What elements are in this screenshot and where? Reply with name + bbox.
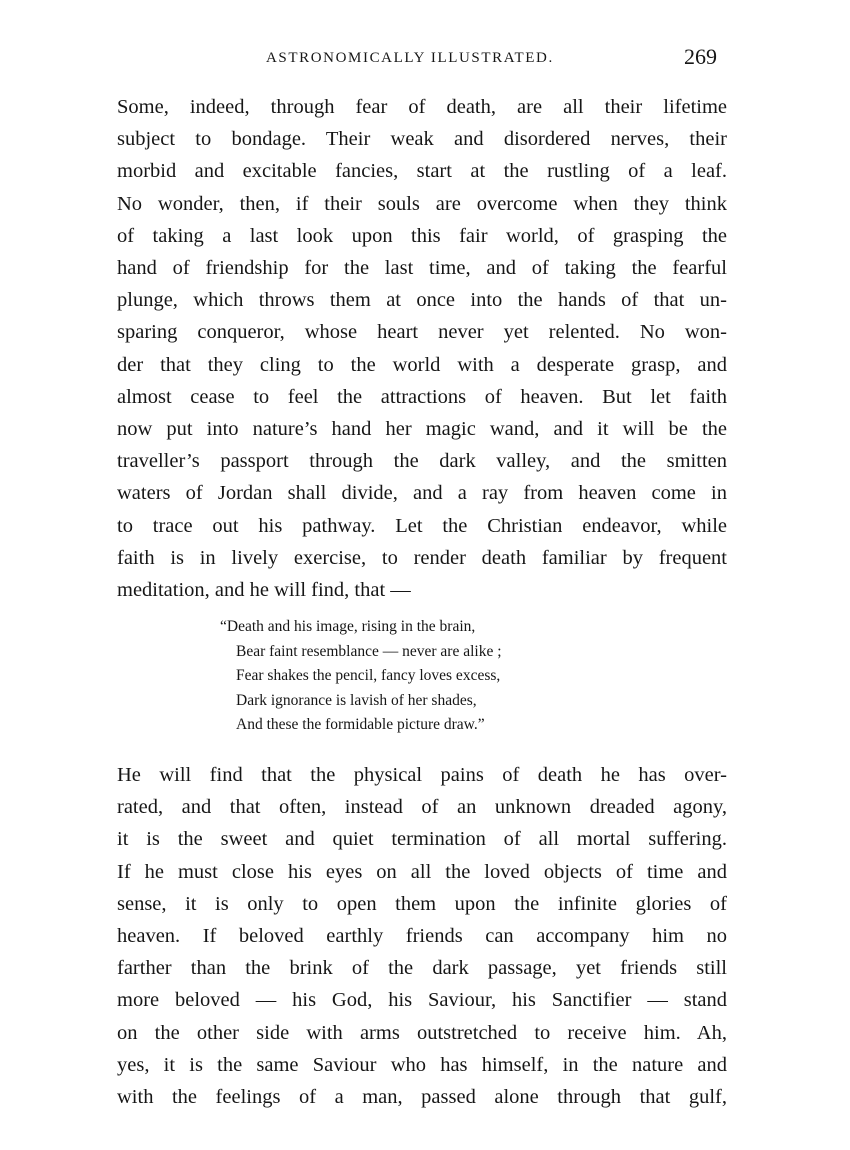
text-line: subject to bondage. Their weak and disordered nerves, their xyxy=(117,128,727,151)
text-line: with the feelings of a man, passed alone through that gulf, xyxy=(117,1086,727,1109)
text-line: more beloved — his God, his Saviour, his Sanctifier — stand xyxy=(117,989,727,1012)
text-line: Some, indeed, through fear of death, are all their lifetime xyxy=(117,96,727,118)
paragraph-2 xyxy=(117,759,727,1113)
text-line: traveller’s passport through the dark valley, and the smitten xyxy=(117,450,727,473)
text-line: to trace out his pathway. Let the Christian endeavor, while xyxy=(117,514,727,537)
page-number: 269 xyxy=(684,44,717,69)
text-line: No wonder, then, if their souls are overcome when they think xyxy=(117,192,727,215)
running-title: ASTRONOMICALLY ILLUSTRATED. xyxy=(266,50,554,66)
text-line: on the other side with arms outstretched to receive him. Ah, xyxy=(117,1021,727,1044)
running-head xyxy=(0,44,850,74)
text-line: farther than the brink of the dark passage, yet friends still xyxy=(117,957,727,980)
text-line: sparing conqueror, whose heart never yet relented. No won- xyxy=(117,321,727,344)
text-line: meditation, and he will find, that — xyxy=(117,579,411,602)
verse-line: “Death and his image, rising in the brain, xyxy=(220,618,476,635)
text-line: sense, it is only to open them upon the infinite glories of xyxy=(117,892,727,915)
text-line: If he must close his eyes on all the loved objects of time and xyxy=(117,860,727,883)
paragraph-1 xyxy=(117,91,727,606)
text-line: faith is in lively exercise, to render death familiar by frequent xyxy=(117,546,727,569)
text-line: heaven. If beloved earthly friends can accompany him no xyxy=(117,925,727,948)
text-line: yes, it is the same Saviour who has himself, in the nature and xyxy=(117,1053,727,1076)
text-line: now put into nature’s hand her magic wand, and it will be the xyxy=(117,418,727,441)
text-line: He will find that the physical pains of death he has over- xyxy=(117,764,727,786)
text-line: almost cease to feel the attractions of heaven. But let faith xyxy=(117,385,727,408)
verse-line: Fear shakes the pencil, fancy loves excess, xyxy=(236,667,501,685)
verse-line: Bear faint resemblance — never are alike ; xyxy=(236,642,502,660)
verse-line: Dark ignorance is lavish of her shades, xyxy=(236,691,477,709)
text-line: der that they cling to the world with a desperate grasp, and xyxy=(117,353,727,376)
text-line: morbid and excitable fancies, start at the rustling of a leaf. xyxy=(117,160,727,183)
text-line: plunge, which throws them at once into the hands of that un- xyxy=(117,289,727,312)
text-line: of taking a last look upon this fair world, of grasping the xyxy=(117,224,727,247)
text-line: hand of friendship for the last time, and of taking the fearful xyxy=(117,257,727,280)
text-line: it is the sweet and quiet termination of all mortal suffering. xyxy=(117,828,727,851)
verse-line: And these the formidable picture draw.” xyxy=(236,716,485,734)
verse-quotation xyxy=(220,615,580,738)
text-line: rated, and that often, instead of an unknown dreaded agony, xyxy=(117,796,727,819)
text-line: waters of Jordan shall divide, and a ray from heaven come in xyxy=(117,482,727,505)
